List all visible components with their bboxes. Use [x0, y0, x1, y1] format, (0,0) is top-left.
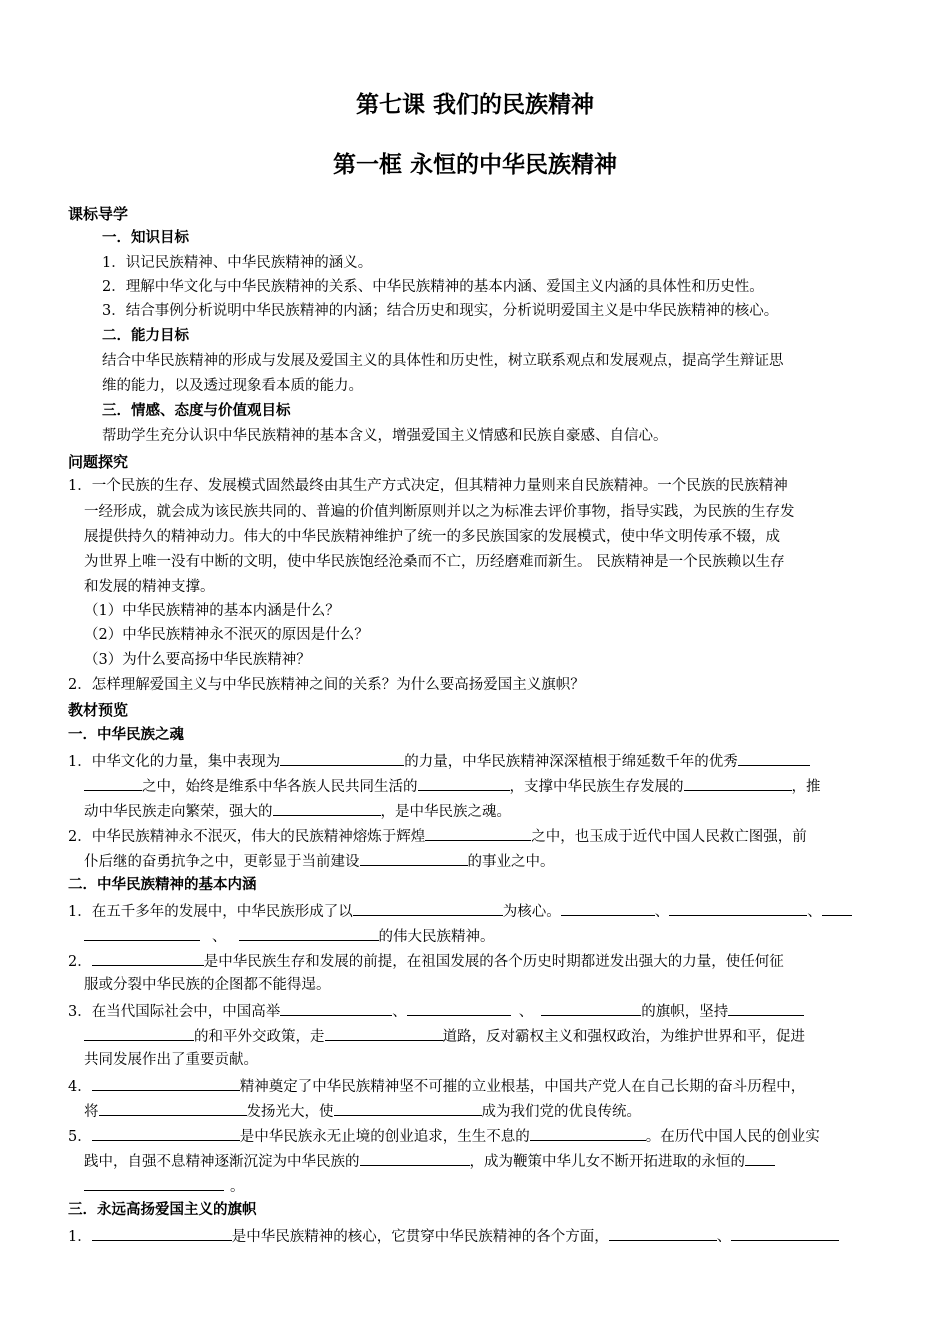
fill-text: 是中华民族精神的核心，它贯穿中华民族精神的各个方面， — [231, 1229, 609, 1245]
fill-in-line — [84, 775, 821, 797]
answer-blank[interactable] — [353, 900, 503, 916]
emotion-heading: 三．情感、态度与价值观目标 — [102, 403, 291, 419]
answer-blank[interactable] — [92, 1225, 232, 1241]
fill-in-line — [68, 750, 810, 772]
lesson-title: 第七课 我们的民族精神 — [355, 92, 594, 118]
fill-text: 的事业之中。 — [467, 854, 555, 870]
answer-blank[interactable] — [99, 1100, 247, 1116]
preview-heading: 教材预览 — [68, 701, 129, 719]
fill-text: 5． — [68, 1129, 92, 1145]
fill-text: 、 — [807, 904, 822, 920]
fill-in-line — [68, 1225, 839, 1247]
explore-paragraph: 一经形成，就会成为该民族共同的、普遍的价值判断原则并以之为标准去评价事物，指导实践，为民族的生存发 — [84, 504, 795, 520]
knowledge-heading: 一．知识目标 — [102, 230, 189, 246]
knowledge-item: 3．结合事例分析说明中华民族精神的内涵；结合历史和现实，分析说明爱国主义是中华民族精神的核心。 — [102, 303, 779, 319]
answer-blank[interactable] — [738, 750, 810, 766]
fill-in-line — [84, 925, 495, 947]
fill-in-line — [68, 1000, 804, 1022]
preview-section-heading: 二．中华民族精神的基本内涵 — [68, 877, 257, 893]
explore-question: （2）中华民族精神永不泯灭的原因是什么？ — [84, 627, 369, 643]
answer-blank[interactable] — [92, 1075, 240, 1091]
fill-text: ，推 — [791, 779, 821, 795]
knowledge-item: 2．理解中华文化与中华民族精神的关系、中华民族精神的基本内涵、爱国主义内涵的具体性和历史性。 — [102, 279, 764, 295]
fill-in-line: 共同发展作出了重要贡献。 — [84, 1052, 258, 1068]
answer-blank[interactable] — [84, 1175, 224, 1191]
fill-text: 发扬光大，使 — [246, 1104, 334, 1120]
fill-text: 道路，反对霸权主义和强权政治，为维护世界和平，促进 — [442, 1029, 805, 1045]
fill-in-line — [84, 1100, 641, 1122]
fill-in-line — [84, 800, 511, 822]
fill-text: ，是中华民族之魂。 — [380, 804, 511, 820]
fill-text: 。在历代中国人民的创业实 — [645, 1129, 820, 1145]
preview-section-heading: 一．中华民族之魂 — [68, 727, 184, 743]
fill-in-line — [68, 1075, 805, 1097]
fill-text: 2． — [68, 954, 92, 970]
fill-text: 的力量，中华民族精神深深植根于绵延数千年的优秀 — [404, 754, 738, 770]
explore-heading: 问题探究 — [68, 453, 129, 471]
explore-paragraph: 为世界上唯一没有中断的文明，使中华民族饱经沧桑而不亡，历经磨难而新生。 民族精神是一个民族赖以生存 — [84, 554, 785, 570]
fill-text: 、 — [518, 1004, 534, 1020]
explore-paragraph: 展提供持久的精神动力。伟大的中华民族精神维护了统一的多民族国家的发展模式，使中华文明传承不辍，成 — [84, 529, 780, 545]
fill-text: 之中，始终是维系中华各族人民共同生活的 — [142, 779, 418, 795]
fill-text: 的和平外交政策，走 — [194, 1029, 325, 1045]
knowledge-item: 1．识记民族精神、中华民族精神的涵义。 — [102, 255, 373, 271]
answer-blank[interactable] — [84, 925, 200, 941]
fill-text: 动中华民族走向繁荣，强大的 — [84, 804, 273, 820]
explore-question: （3）为什么要高扬中华民族精神？ — [84, 652, 311, 668]
fill-text: 仆后继的奋勇抗争之中，更彰显于当前建设 — [84, 854, 360, 870]
fill-text: 、 — [212, 929, 227, 945]
fill-text: 的伟大民族精神。 — [378, 929, 495, 945]
answer-blank[interactable] — [325, 1025, 443, 1041]
fill-text: 1．在五千多年的发展中，中华民族形成了以 — [68, 904, 353, 920]
fill-in-line — [68, 1125, 820, 1147]
answer-blank[interactable] — [360, 850, 468, 866]
fill-in-line — [84, 1175, 245, 1197]
answer-blank[interactable] — [530, 1125, 646, 1141]
fill-text: 为核心。 — [502, 904, 561, 920]
emotion-text: 帮助学生充分认识中华民族精神的基本含义，增强爱国主义情感和民族自豪感、自信心。 — [102, 428, 668, 444]
preview-section-heading: 三．永远高扬爱国主义的旗帜 — [68, 1202, 257, 1218]
answer-blank[interactable] — [280, 750, 404, 766]
explore-paragraph: 1．一个民族的生存、发展模式固然最终由其生产方式决定，但其精神力量则来自民族精神。一个民族的民族精神 — [68, 478, 788, 494]
fill-in-line — [84, 1150, 775, 1172]
ability-text: 结合中华民族精神的形成与发展及爱国主义的具体性和历史性，树立联系观点和发展观点，提高学生辩证思 — [102, 353, 784, 369]
fill-text: 1． — [68, 1229, 92, 1245]
fill-in-line — [68, 950, 784, 972]
fill-text: 是中华民族永无止境的创业追求，生生不息的 — [239, 1129, 530, 1145]
answer-blank[interactable] — [418, 775, 510, 791]
fill-text: ，支撑中华民族生存发展的 — [509, 779, 684, 795]
ability-text: 维的能力，以及透过现象看本质的能力。 — [102, 378, 363, 394]
answer-blank[interactable] — [728, 1000, 804, 1016]
answer-blank[interactable] — [92, 1125, 240, 1141]
ability-heading: 二．能力目标 — [102, 328, 189, 344]
fill-text: 1．中华文化的力量，集中表现为 — [68, 754, 281, 770]
fill-in-line — [68, 900, 852, 922]
answer-blank[interactable] — [669, 900, 807, 916]
fill-text: 精神奠定了中华民族精神坚不可摧的立业根基，中国共产党人在自己长期的奋斗历程中， — [239, 1079, 806, 1095]
fill-in-line — [84, 1025, 805, 1047]
fill-text: 、 — [716, 1229, 732, 1245]
answer-blank[interactable] — [609, 1225, 717, 1241]
answer-blank[interactable] — [280, 1000, 392, 1016]
answer-blank[interactable] — [822, 900, 852, 916]
answer-blank[interactable] — [561, 900, 655, 916]
explore-paragraph: 和发展的精神支撑。 — [84, 579, 215, 595]
answer-blank[interactable] — [541, 1000, 641, 1016]
fill-in-line — [84, 850, 555, 872]
fill-text: 。 — [230, 1179, 245, 1195]
fill-text: 将 — [84, 1104, 99, 1120]
fill-text: 、 — [392, 1004, 407, 1020]
answer-blank[interactable] — [239, 925, 379, 941]
answer-blank[interactable] — [745, 1150, 775, 1166]
fill-in-line: 服或分裂中华民族的企图都不能得逞。 — [84, 977, 331, 993]
fill-text: 是中华民族生存和发展的前提，在祖国发展的各个历史时期都迸发出强大的力量，使任何征 — [203, 954, 784, 970]
answer-blank[interactable] — [273, 800, 381, 816]
answer-blank[interactable] — [84, 1025, 194, 1041]
fill-text: 、 — [654, 904, 670, 920]
fill-text: 践中，自强不息精神逐渐沉淀为中华民族的 — [84, 1154, 360, 1170]
answer-blank[interactable] — [84, 775, 142, 791]
answer-blank[interactable] — [731, 1225, 839, 1241]
fill-in-line — [68, 825, 807, 847]
answer-blank[interactable] — [360, 1150, 470, 1166]
fill-text: 的旗帜，坚持 — [641, 1004, 729, 1020]
answer-blank[interactable] — [407, 1000, 511, 1016]
fill-text: 3．在当代国际社会中，中国高举 — [68, 1004, 281, 1020]
fill-text: 4． — [68, 1079, 92, 1095]
explore-question: 2．怎样理解爱国主义与中华民族精神之间的关系？为什么要高扬爱国主义旗帜？ — [68, 677, 585, 693]
fill-text: ，成为鞭策中华儿女不断开拓进取的永恒的 — [469, 1154, 745, 1170]
explore-question: （1）中华民族精神的基本内涵是什么？ — [84, 603, 340, 619]
answer-blank[interactable] — [334, 1100, 482, 1116]
answer-blank[interactable] — [425, 825, 531, 841]
fill-text: 之中，也玉成于近代中国人民救亡图强，前 — [531, 829, 807, 845]
guide-heading: 课标导学 — [68, 205, 129, 223]
answer-blank[interactable] — [684, 775, 792, 791]
fill-text: 2．中华民族精神永不泯灭，伟大的民族精神熔炼于辉煌 — [68, 829, 426, 845]
fill-text: 成为我们党的优良传统。 — [481, 1104, 641, 1120]
answer-blank[interactable] — [92, 950, 204, 966]
section-title: 第一框 永恒的中华民族精神 — [332, 152, 617, 178]
